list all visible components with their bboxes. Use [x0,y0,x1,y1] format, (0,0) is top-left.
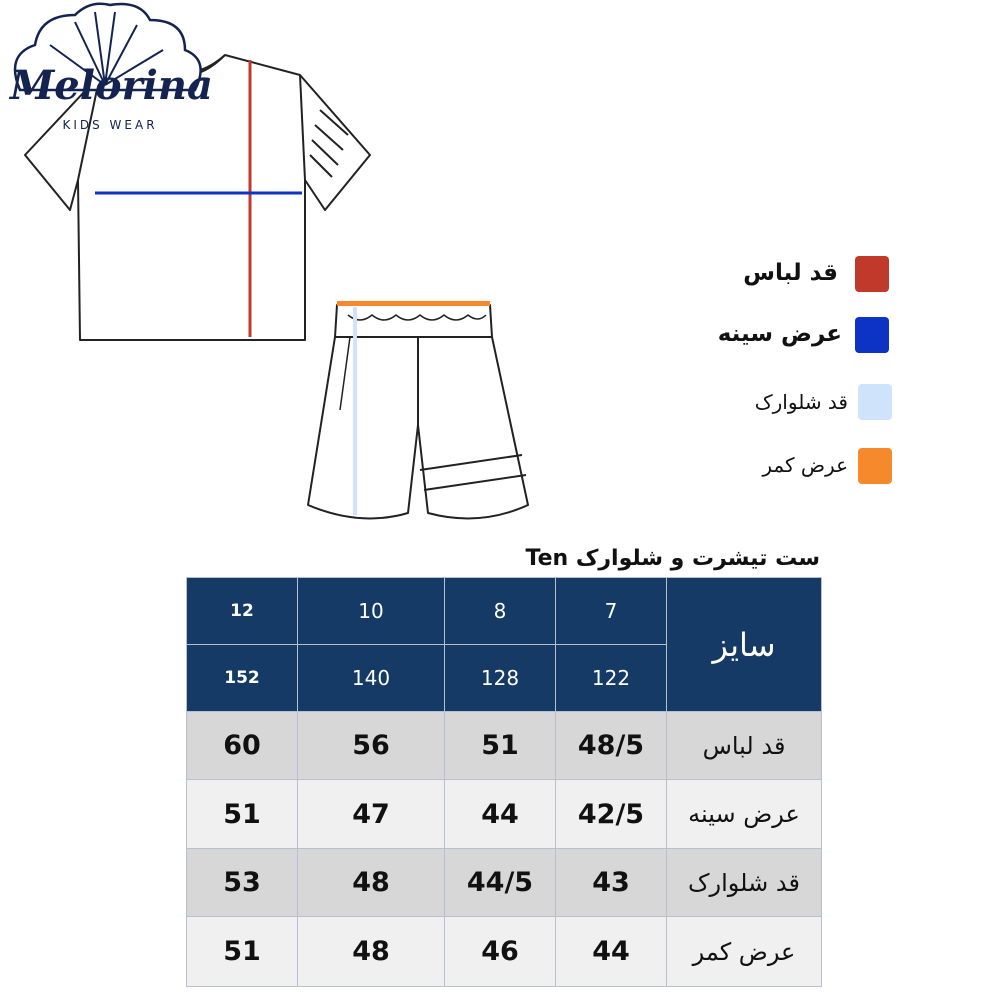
size-chart-table [186,577,821,986]
table-cell: 48 [298,917,445,987]
row-label: عرض کمر [667,917,822,987]
table-cell: 42/5 [556,780,667,849]
legend-label-waist-width: عرض کمر [762,453,848,477]
size-cell: 8 [445,578,556,645]
table-cell: 46 [445,917,556,987]
height-cell: 122 [556,645,667,712]
table-title: ست تیشرت و شلوارک Ten [525,546,820,571]
legend-swatch-waist-width [858,448,892,484]
table-cell: 51 [187,917,298,987]
table-cell: 51 [187,780,298,849]
brand-logo [0,0,213,140]
legend-label-chest-width: عرض سینه [717,321,842,347]
legend-swatch-shirt-length [855,256,889,292]
row-label: عرض سینه [667,780,822,849]
table-header-row-sizes [187,578,822,645]
legend-swatch-chest-width [855,317,889,353]
brand-name: Melorina [10,62,213,109]
waist-width-line [337,301,490,306]
table-row [187,780,822,849]
size-cell: 7 [556,578,667,645]
height-cell: 128 [445,645,556,712]
table-cell: 53 [187,849,298,917]
size-header-label: سایز [667,578,822,712]
table-cell: 48/5 [556,712,667,780]
table-cell: 48 [298,849,445,917]
table-cell: 44/5 [445,849,556,917]
table-cell: 44 [445,780,556,849]
row-label: قد لباس [667,712,822,780]
legend-label-shirt-length: قد لباس [743,260,838,286]
shorts-illustration [300,295,540,530]
table-cell: 56 [298,712,445,780]
table-cell: 44 [556,917,667,987]
table-cell: 60 [187,712,298,780]
size-cell: 10 [298,578,445,645]
table-cell: 47 [298,780,445,849]
row-label: قد شلوارک [667,849,822,917]
size-cell: 12 [187,578,298,645]
brand-tagline: KIDS WEAR [62,118,158,132]
legend-swatch-shorts-length [858,384,892,420]
table-row [187,849,822,917]
table-row [187,712,822,780]
table-cell: 51 [445,712,556,780]
table-row [187,917,822,987]
legend-label-shorts-length: قد شلوارک [754,390,848,414]
height-cell: 140 [298,645,445,712]
table-cell: 43 [556,849,667,917]
height-cell: 152 [187,645,298,712]
